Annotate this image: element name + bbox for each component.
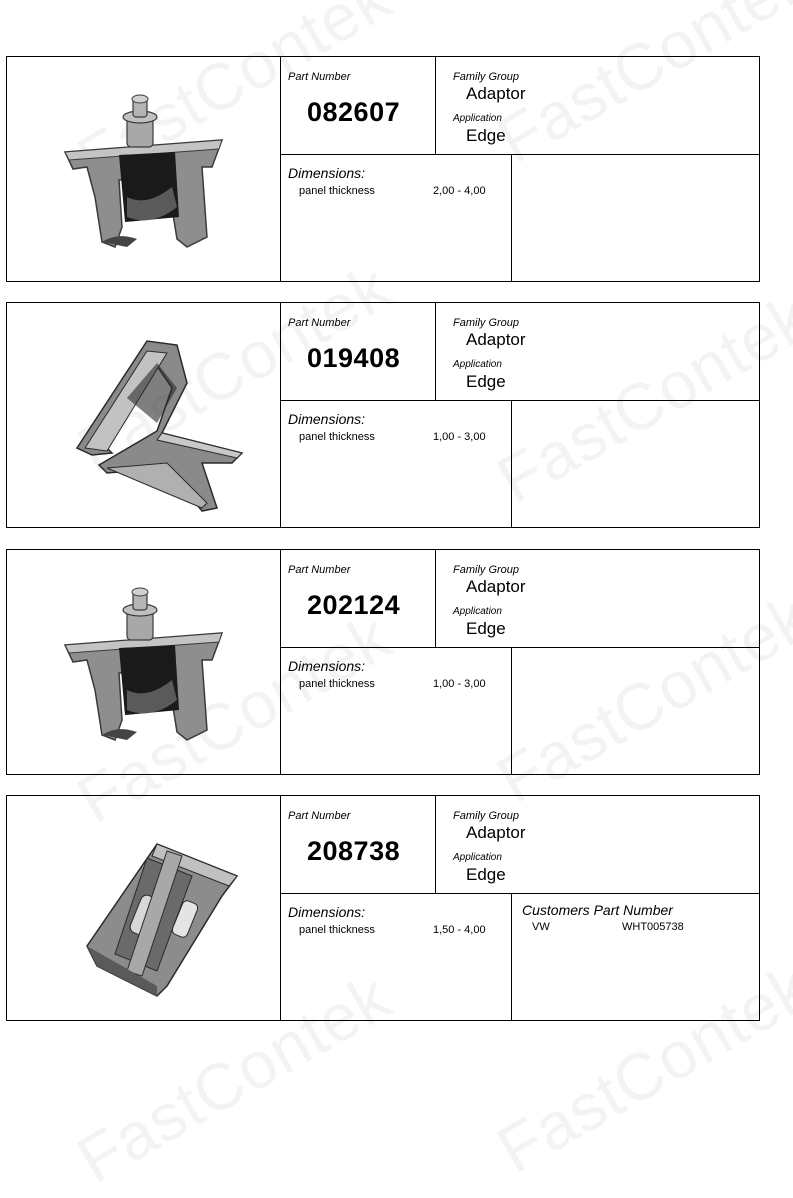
part-number-label: Part Number [288,71,351,83]
part-card [6,549,760,775]
customers-cell [512,894,759,1020]
dimension-value: 1,50 - 4,00 [433,924,486,936]
part-number-value: 208738 [307,836,401,866]
application-label: Application [453,852,502,863]
part-number-cell [281,303,436,401]
customer-part-number: WHT005738 [622,921,684,933]
family-group-label: Family Group [453,71,520,83]
application-value: Edge [466,865,506,884]
dimension-name: panel thickness [299,431,375,443]
family-group-value: Adaptor [466,84,526,103]
dimensions-label: Dimensions: [288,904,366,920]
dimensions-cell [281,155,512,281]
dimensions-cell [281,401,512,527]
customers-part-number-label: Customers Part Number [522,902,673,918]
family-cell [436,57,759,155]
family-cell [436,550,759,648]
dimension-value: 2,00 - 4,00 [433,185,486,197]
family-group-label: Family Group [453,317,520,329]
application-value: Edge [466,126,506,145]
part-number-value: 082607 [307,97,401,127]
application-label: Application [453,606,502,617]
dimensions-cell [281,648,512,774]
customers-cell [512,648,759,774]
part-number-label: Part Number [288,317,351,329]
spring-edge-clip-icon [7,303,280,527]
family-cell [436,796,759,894]
dimension-name: panel thickness [299,924,375,936]
family-group-value: Adaptor [466,330,526,349]
family-group-label: Family Group [453,810,520,822]
dimensions-cell [281,894,512,1020]
edge-clip-with-stud-icon [7,550,280,774]
application-label: Application [453,359,502,370]
customer-maker: VW [532,921,550,933]
family-group-value: Adaptor [466,577,526,596]
metal-edge-clip-icon [7,796,280,1020]
dimensions-label: Dimensions: [288,658,366,674]
part-number-cell [281,796,436,894]
dimensions-label: Dimensions: [288,165,366,181]
part-number-cell [281,550,436,648]
customers-cell [512,401,759,527]
dimension-name: panel thickness [299,185,375,197]
part-image-cell [7,550,281,774]
family-group-label: Family Group [453,564,520,576]
dimension-value: 1,00 - 3,00 [433,431,486,443]
part-number-cell [281,57,436,155]
part-image-cell [7,796,281,1020]
part-number-value: 019408 [307,343,401,373]
application-label: Application [453,113,502,124]
part-card [6,795,760,1021]
part-number-label: Part Number [288,810,351,822]
edge-clip-with-stud-icon [7,57,280,281]
dimension-name: panel thickness [299,678,375,690]
family-group-value: Adaptor [466,823,526,842]
part-card [6,56,760,282]
application-value: Edge [466,619,506,638]
family-cell [436,303,759,401]
part-card [6,302,760,528]
dimension-value: 1,00 - 3,00 [433,678,486,690]
part-image-cell [7,57,281,281]
part-image-cell [7,303,281,527]
customers-cell [512,155,759,281]
dimensions-label: Dimensions: [288,411,366,427]
application-value: Edge [466,372,506,391]
part-number-label: Part Number [288,564,351,576]
part-number-value: 202124 [307,590,401,620]
